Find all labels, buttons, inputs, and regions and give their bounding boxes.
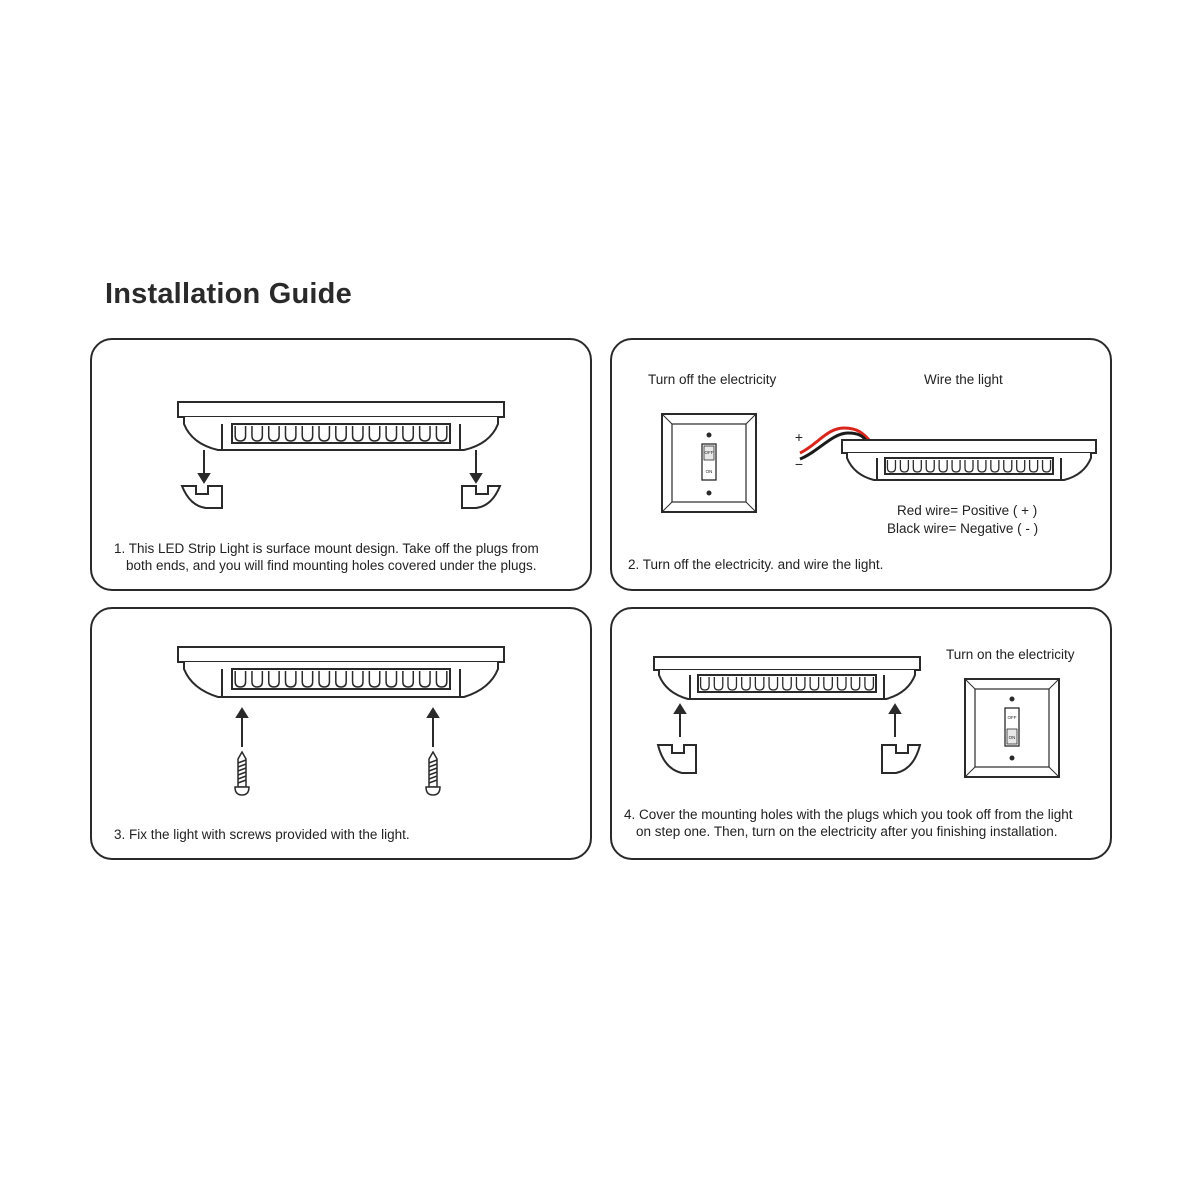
- arrow-down-icon: [471, 450, 481, 482]
- step-2-caption: 2. Turn off the electricity. and wire the light.: [628, 557, 884, 572]
- step-1-panel: [90, 338, 592, 591]
- arrow-up-icon: [237, 709, 247, 747]
- end-plug-right-icon: [882, 745, 920, 773]
- arrow-up-icon: [428, 709, 438, 747]
- switch-on-text: ON: [705, 469, 713, 474]
- black-wire-label: Black wire= Negative ( - ): [887, 521, 1039, 536]
- page-title: Installation Guide: [105, 278, 352, 310]
- turn-on-label: Turn on the electricity: [946, 647, 1075, 662]
- turn-off-label: Turn off the electricity: [648, 372, 777, 387]
- wall-switch-on-icon: [965, 679, 1059, 777]
- red-wire-label: Red wire= Positive ( + ): [897, 503, 1038, 518]
- switch-off-text: OFF: [704, 450, 714, 455]
- step-4-panel: [610, 607, 1112, 860]
- switch-off-text: OFF: [1007, 715, 1017, 720]
- arrow-up-icon: [890, 705, 900, 737]
- wall-switch-off-icon: [662, 414, 756, 512]
- screw-icon: [426, 752, 440, 795]
- step-3-illustration: [92, 609, 594, 862]
- end-plug-left-icon: [658, 745, 696, 773]
- end-plug-right-icon: [462, 486, 500, 508]
- led-strip-light: [654, 657, 920, 699]
- minus-sign: −: [794, 456, 804, 472]
- step-2-panel: [610, 338, 1112, 591]
- step-1-caption: 1. This LED Strip Light is surface mount design. Take off the plugs from both ends, and you will find mounting holes covered under the plugs.: [114, 541, 539, 573]
- step-4-caption: 4. Cover the mounting holes with the plugs which you took off from the light on step one. Then, turn on the electricity after you finishing installation.: [624, 807, 1073, 839]
- arrow-up-icon: [675, 705, 685, 737]
- arrow-down-icon: [199, 450, 209, 482]
- led-strip-light: [842, 440, 1096, 480]
- end-plug-left-icon: [182, 486, 222, 508]
- switch-on-text: ON: [1008, 735, 1016, 740]
- plus-sign: +: [794, 429, 804, 445]
- led-strip-light: [178, 647, 504, 697]
- wire-light-label: Wire the light: [924, 372, 1003, 387]
- step-3-caption: 3. Fix the light with screws provided with the light.: [114, 827, 410, 842]
- screw-icon: [235, 752, 249, 795]
- step-3-panel: [90, 607, 592, 860]
- led-strip-light: [178, 402, 504, 450]
